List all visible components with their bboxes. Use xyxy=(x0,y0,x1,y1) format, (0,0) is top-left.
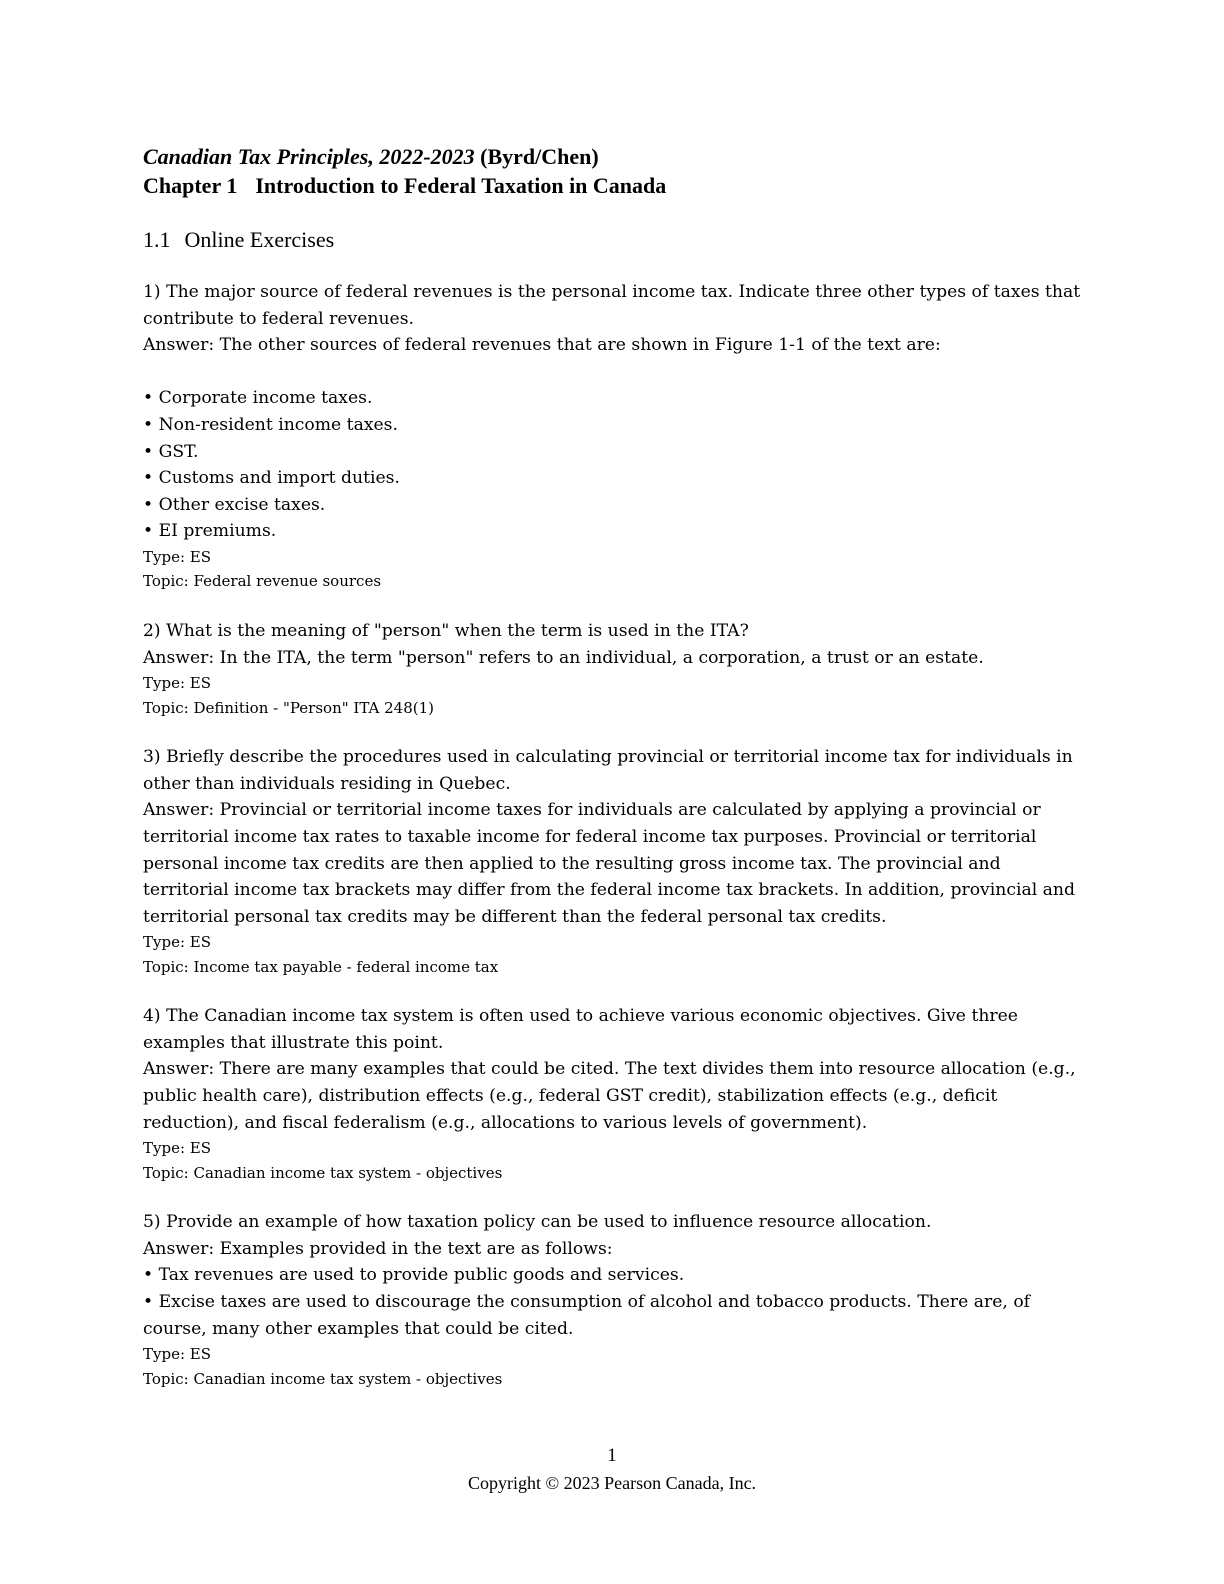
answer-text: Answer: There are many examples that could be cited. The text divides them into resource allocation (e.g., public health care), distribution effects (e.g., federal GST credit), stabilization effects (e.g., deficit reduction), and fiscal federalism (e.g., allocations to various levels of government). xyxy=(143,1059,1076,1133)
bullet-item: • GST. xyxy=(143,439,1083,466)
question-text: 5) Provide an example of how taxation policy can be used to influence resource allocation. xyxy=(143,1212,932,1233)
bullet-item: • Excise taxes are used to discourage the consumption of alcohol and tobacco products. There are, of course, many other examples that could be cited. xyxy=(143,1289,1083,1342)
book-title-italic: Canadian Tax Principles, 2022-2023 xyxy=(143,144,475,169)
question-topic: Topic: Canadian income tax system - objectives xyxy=(143,1369,503,1388)
question-4 xyxy=(143,1003,1083,1185)
question-type: Type: ES xyxy=(143,1139,212,1158)
question-type: Type: ES xyxy=(143,933,212,952)
question-text: 4) The Canadian income tax system is often used to achieve various economic objectives. Give three examples that illustrate this point. xyxy=(143,1006,1018,1053)
bullet-item: • Other excise taxes. xyxy=(143,492,1083,519)
answer-text: Answer: In the ITA, the term "person" refers to an individual, a corporation, a trust or an estate. xyxy=(143,647,984,668)
document-page xyxy=(143,142,1083,1391)
question-list xyxy=(143,279,1083,1391)
question-5 xyxy=(143,1209,1083,1391)
bullet-item: • Tax revenues are used to provide public goods and services. xyxy=(143,1262,1083,1289)
question-topic: Topic: Federal revenue sources xyxy=(143,572,382,591)
question-text: 3) Briefly describe the procedures used in calculating provincial or territorial income tax for individuals in other than individuals residing in Quebec. xyxy=(143,747,1073,794)
answer-text: Answer: The other sources of federal revenues that are shown in Figure 1-1 of the text are: xyxy=(143,335,941,356)
book-authors: (Byrd/Chen) xyxy=(474,144,599,169)
bullet-item: • Non-resident income taxes. xyxy=(143,412,1083,439)
question-type: Type: ES xyxy=(143,1345,212,1364)
copyright-notice: Copyright © 2023 Pearson Canada, Inc. xyxy=(467,1473,757,1493)
answer-text: Answer: Provincial or territorial income taxes for individuals are calculated by applying a provincial or territorial income tax rates to taxable income for federal income tax purposes. Provincial or territorial personal income tax credits are then applied to the resulting gross income tax. The provincial and territorial income tax brackets may differ from the federal income tax brackets. In addition, provincial and territorial personal tax credits may be different than the federal personal tax credits. xyxy=(143,800,1075,927)
bullet-item: • EI premiums. xyxy=(143,518,1083,545)
question-topic: Topic: Canadian income tax system - objectives xyxy=(143,1163,503,1182)
section-heading xyxy=(143,225,1083,254)
page-number: 1 xyxy=(607,1445,617,1466)
question-topic: Topic: Income tax payable - federal income tax xyxy=(143,957,499,976)
chapter-number: Chapter 1 xyxy=(143,173,238,198)
chapter-title: Introduction to Federal Taxation in Canada xyxy=(255,173,667,198)
section-number: 1.1 xyxy=(143,227,171,252)
bullet-item: • Corporate income taxes. xyxy=(143,385,1083,412)
question-topic: Topic: Definition - "Person" ITA 248(1) xyxy=(143,698,434,717)
spacer xyxy=(143,359,1083,386)
question-type: Type: ES xyxy=(143,547,212,566)
answer-text: Answer: Examples provided in the text are as follows: xyxy=(143,1238,613,1259)
question-1 xyxy=(143,279,1083,594)
section-title: Online Exercises xyxy=(184,227,335,252)
bullet-item: • Customs and import duties. xyxy=(143,465,1083,492)
question-type: Type: ES xyxy=(143,674,212,693)
question-text: 1) The major source of federal revenues is the personal income tax. Indicate three other types of taxes that contribute to federal revenues. xyxy=(143,282,1081,329)
chapter-heading xyxy=(143,171,1083,200)
book-title xyxy=(143,142,1083,171)
question-3 xyxy=(143,744,1083,979)
question-2 xyxy=(143,618,1083,720)
question-text: 2) What is the meaning of "person" when the term is used in the ITA? xyxy=(143,620,749,641)
